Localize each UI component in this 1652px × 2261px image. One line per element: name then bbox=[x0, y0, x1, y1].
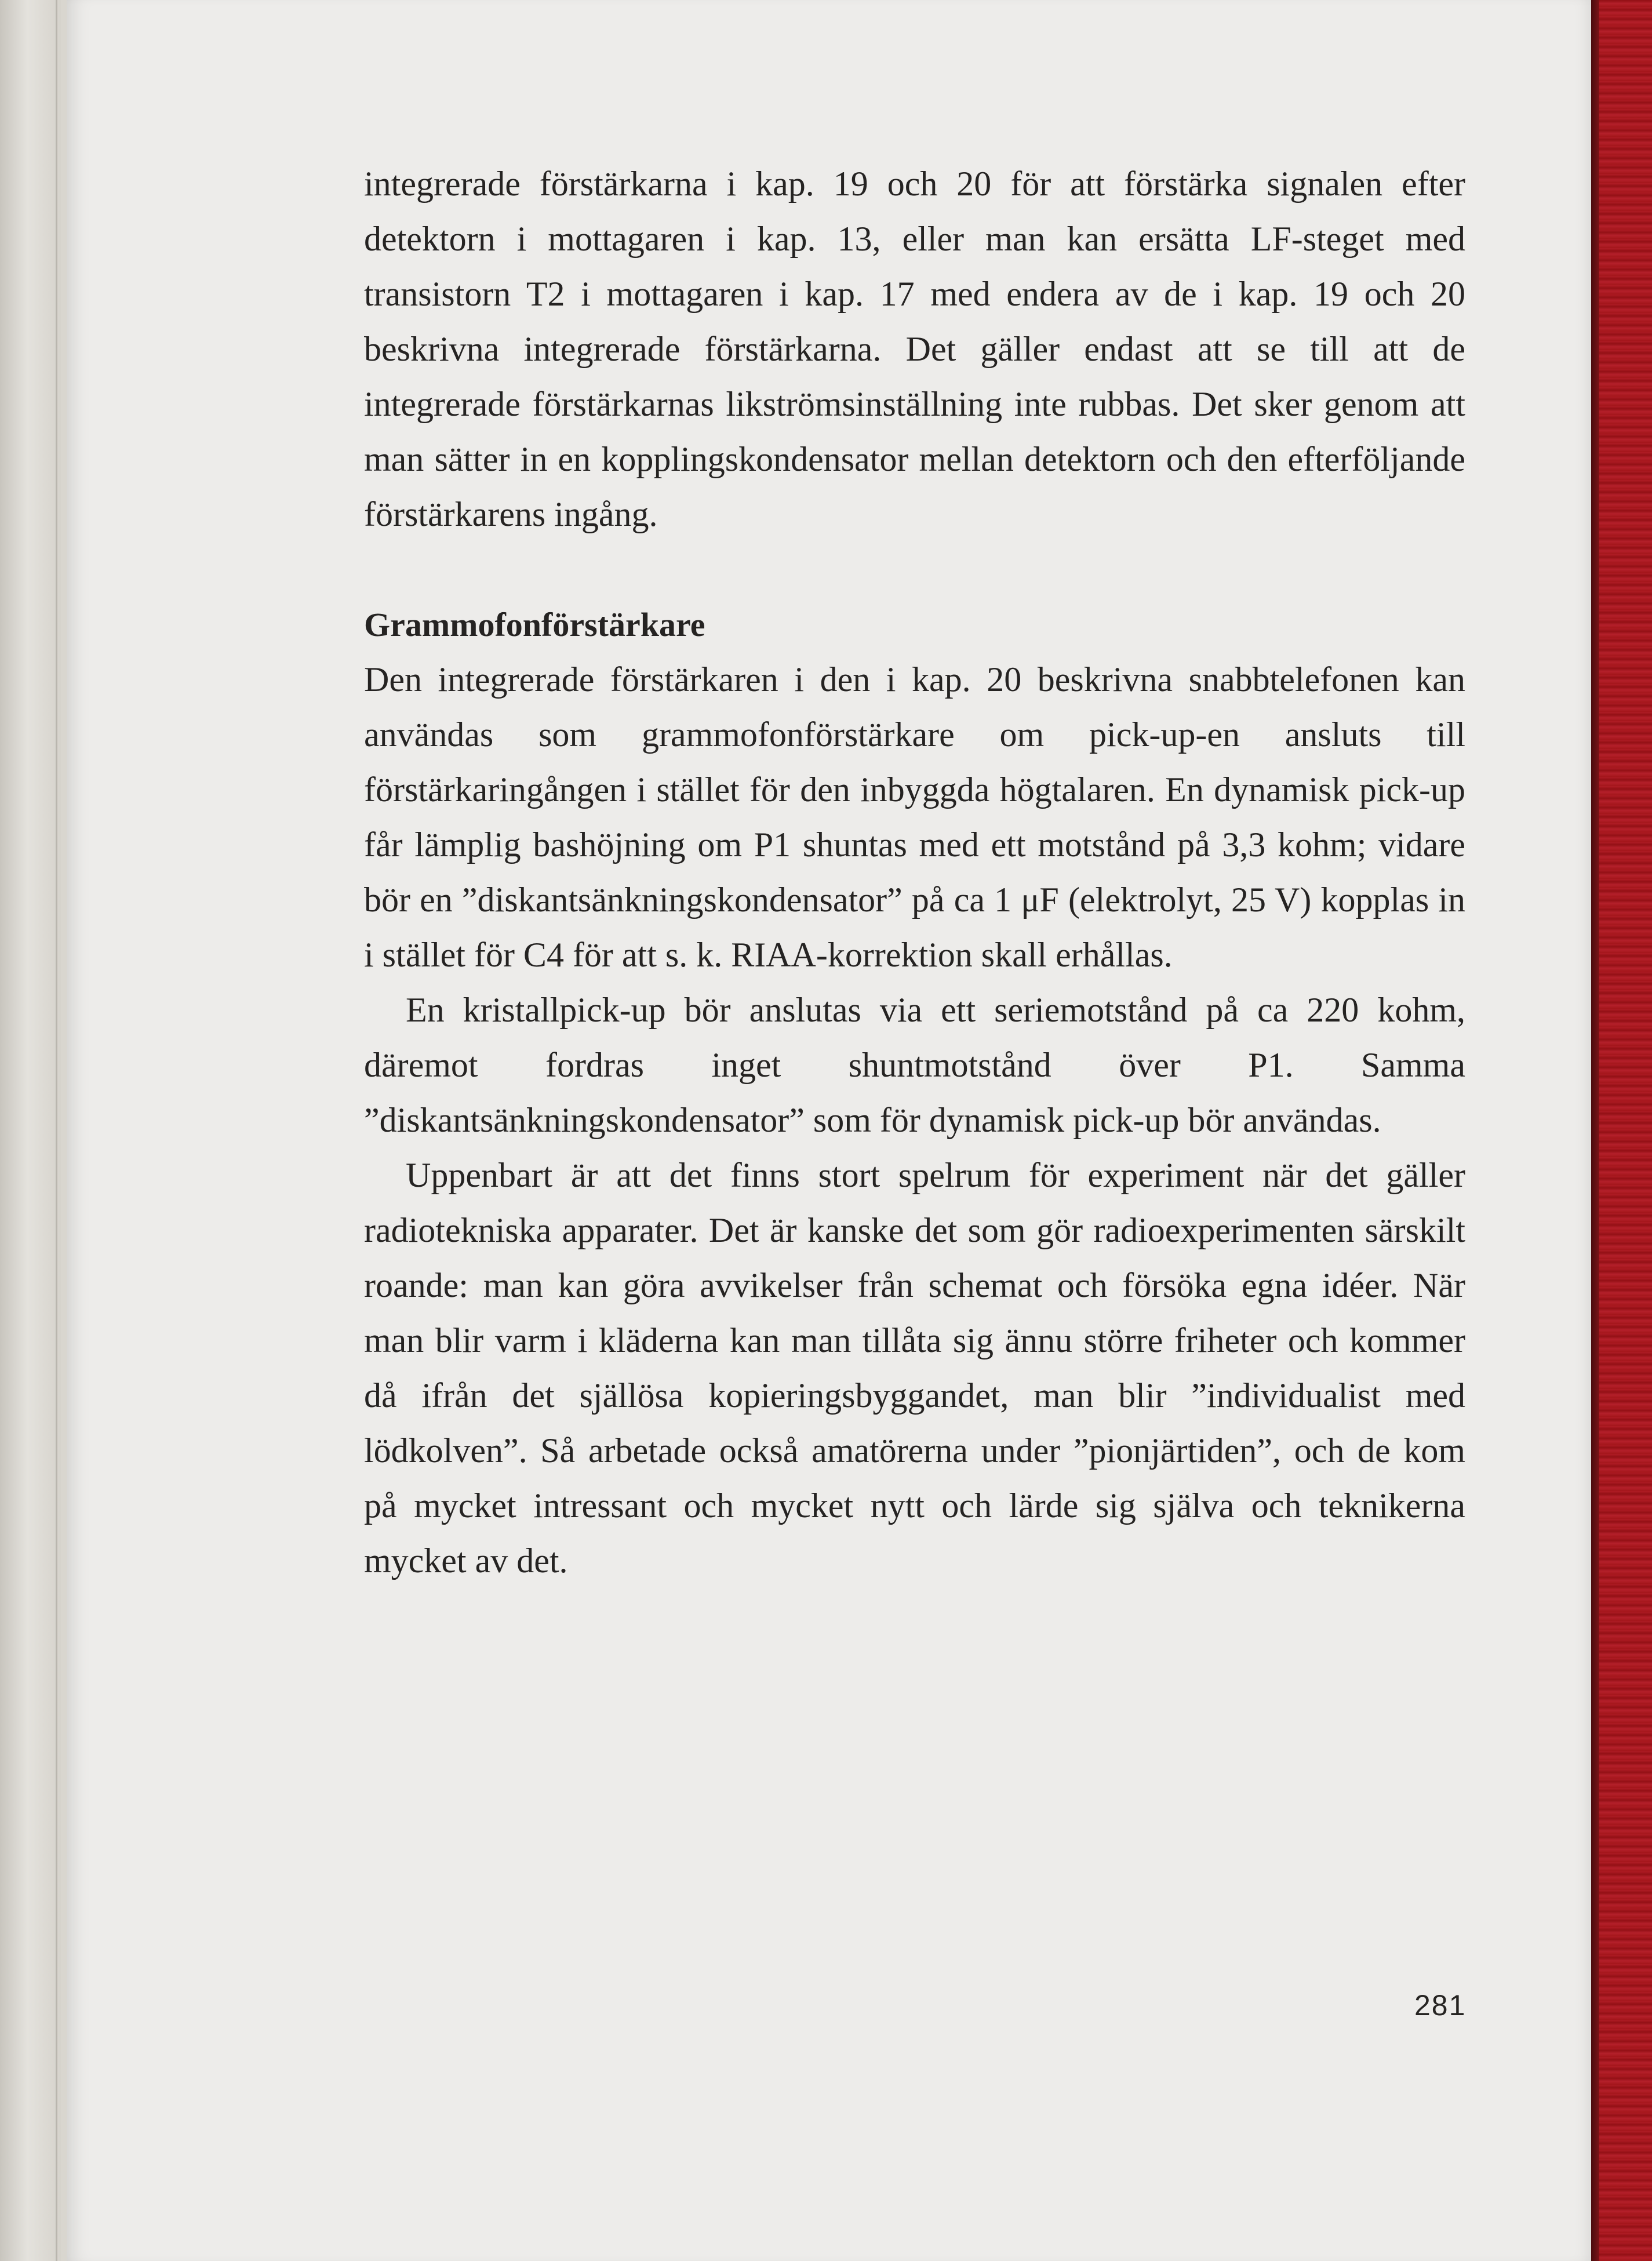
section-heading: Grammofonförstärkare bbox=[364, 606, 705, 644]
body-text bbox=[364, 157, 1465, 1588]
paragraph-continued: integrerade förstärkarna i kap. 19 och 20 för att förstärka signalen efter detektorn i mottagaren i kap. 13, eller man kan ersätta LF-steget med transistorn T2 i mottagaren i kap. 17 med endera av de i kap. 19 och 20 beskrivna integrerade förstärkarna. Det gäller endast att se till att de integrerade förstärkarnas likströmsinställning inte rubbas. Det sker genom att man sätter in en kopplingskondensator mellan detektorn och den efterföljande förstärkarens ingång. bbox=[364, 165, 1465, 533]
paragraph-experiments: Uppenbart är att det finns stort spelrum för experiment när det gäller radiotekniska apparater. Det är kanske det som gör radioexperimenten särskilt roande: man kan göra avvikelser från schemat och försöka egna idéer. När man blir varm i kläderna kan man tillåta sig ännu större friheter och kommer då ifrån det själlösa kopieringsbyggandet, man blir ”individualist med lödkolven”. Så arbetade också amatörerna under ”pionjärtiden”, och de kom på mycket intressant och mycket nytt och lärde sig själva och teknikerna mycket av det. bbox=[364, 1156, 1465, 1580]
adjacent-page-edge bbox=[0, 0, 61, 2261]
book-cover-edge bbox=[1591, 0, 1652, 2261]
page-number: 281 bbox=[1414, 1989, 1467, 2022]
paragraph-crystal-pickup: En kristallpick-up bör anslutas via ett seriemotstånd på ca 220 kohm, däremot fordras inget shuntmotstånd över P1. Samma ”diskantsänkningskondensator” som för dynamisk pick-up bör användas. bbox=[364, 991, 1465, 1139]
paragraph-dynamic-pickup: Den integrerade förstärkaren i den i kap. 20 beskrivna snabbtelefonen kan användas som grammofonförstärkare om pick-up-en ansluts till förstärkaringången i stället för den inbyggda högtalaren. En dynamisk pick-up får lämplig bashöjning om P1 shuntas med ett motstånd på 3,3 kohm; vidare bör en ”diskantsänkningskondensator” på ca 1 μF (elektrolyt, 25 V) kopplas in i stället för C4 för att s. k. RIAA-korrektion skall erhållas. bbox=[364, 660, 1465, 974]
